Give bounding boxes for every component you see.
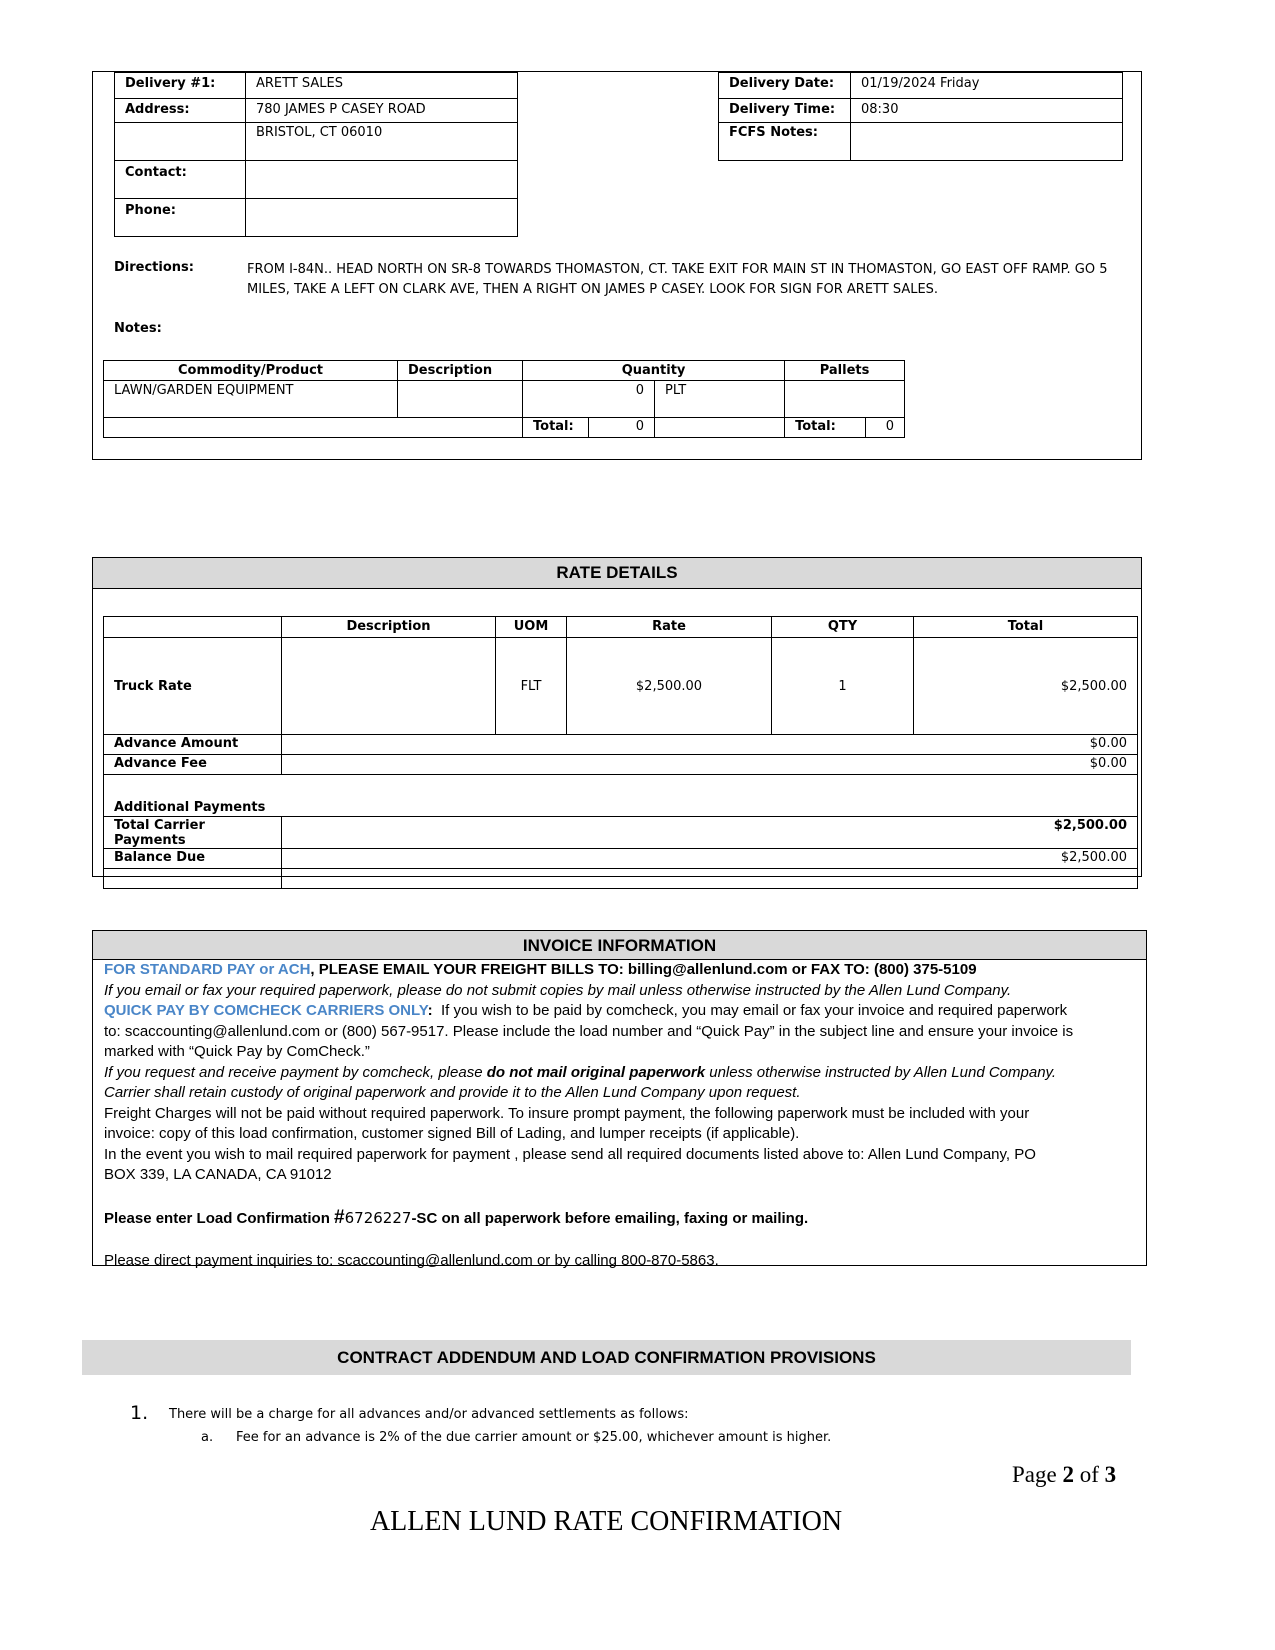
quick-pay-colon: : bbox=[427, 1002, 433, 1019]
commodity-pallets bbox=[785, 381, 905, 418]
rate-header-rate: Rate bbox=[567, 617, 772, 638]
invoice-line-11: BOX 339, LA CANADA, CA 91012 bbox=[104, 1166, 332, 1183]
fcfs-notes-value bbox=[851, 123, 1123, 161]
addendum-title: CONTRACT ADDENDUM AND LOAD CONFIRMATION PROVISIONS bbox=[82, 1340, 1131, 1375]
rate-header-description: Description bbox=[282, 617, 496, 638]
rate-header-uom: UOM bbox=[496, 617, 567, 638]
delivery-time-label: Delivery Time: bbox=[719, 99, 851, 123]
invoice-line-8: Freight Charges will not be paid without required paperwork. To insure prompt payment, the following paperwork must be included with your bbox=[104, 1104, 1030, 1122]
commodity-quantity: 0 bbox=[523, 381, 655, 418]
truck-rate-uom: FLT bbox=[496, 638, 567, 735]
contact-label: Contact: bbox=[115, 161, 246, 199]
commodity-total-blank bbox=[104, 418, 523, 438]
rate-footer-blank-left bbox=[104, 869, 282, 889]
truck-rate-rate: $2,500.00 bbox=[567, 638, 772, 735]
invoice-line-standard-pay bbox=[104, 960, 1134, 981]
address-line1: 780 JAMES P CASEY ROAD bbox=[246, 99, 518, 123]
address-label: Address: bbox=[115, 99, 246, 123]
load-prefix: Please enter Load Confirmation bbox=[104, 1209, 335, 1227]
standard-pay-label: FOR STANDARD PAY or ACH bbox=[104, 961, 311, 978]
quick-pay-label: QUICK PAY BY COMCHECK CARRIERS ONLY bbox=[104, 1002, 428, 1019]
advance-fee-label: Advance Fee bbox=[104, 755, 282, 775]
commodity-table bbox=[103, 360, 905, 438]
document-title: ALLEN LUND RATE CONFIRMATION bbox=[369, 1506, 843, 1537]
invoice-title: INVOICE INFORMATION bbox=[93, 931, 1146, 960]
quantity-total-label: Total: bbox=[523, 418, 589, 438]
advance-amount-value: $0.00 bbox=[282, 735, 1138, 755]
page-prefix: Page bbox=[1012, 1462, 1063, 1487]
balance-due-label: Balance Due bbox=[104, 849, 282, 869]
commodity-product: LAWN/GARDEN EQUIPMENT bbox=[104, 381, 398, 418]
advance-fee-value: $0.00 bbox=[282, 755, 1138, 775]
load-number: 6726227 bbox=[344, 1208, 412, 1227]
commodity-unit: PLT bbox=[655, 381, 785, 418]
addendum-item1a-text: Fee for an advance is 2% of the due carrier amount or $25.00, whichever amount is higher. bbox=[236, 1430, 832, 1445]
rate-footer-blank-right bbox=[282, 869, 1138, 889]
delivery-left-table bbox=[114, 72, 518, 237]
description-header: Description bbox=[398, 361, 523, 381]
truck-rate-row bbox=[104, 638, 1138, 735]
directions-line1: FROM I-84N.. HEAD NORTH ON SR-8 TOWARDS THOMASTON, CT. TAKE EXIT FOR MAIN ST IN THOMASTON, GO EAST OFF RAMP. GO 5 bbox=[247, 262, 1108, 277]
invoice-line-2: If you email or fax your required paperwork, please do not submit copies by mail unless otherwise instructed by the Allen Lund Company. bbox=[104, 981, 1012, 999]
balance-due-value: $2,500.00 bbox=[282, 849, 1138, 869]
fcfs-notes-label: FCFS Notes: bbox=[719, 123, 851, 161]
addendum-item1-text: There will be a charge for all advances and/or advanced settlements as follows: bbox=[169, 1407, 689, 1422]
delivery-consignee: ARETT SALES bbox=[246, 73, 518, 99]
directions-line2: MILES, TAKE A LEFT ON CLARK AVE, THEN A RIGHT ON JAMES P CASEY. LOOK FOR SIGN FOR ARETT SALES. bbox=[247, 282, 939, 297]
page-total: 3 bbox=[1104, 1462, 1117, 1487]
delivery-date-label: Delivery Date: bbox=[719, 73, 851, 99]
page-number bbox=[1012, 1462, 1116, 1488]
notes-label: Notes: bbox=[114, 321, 162, 336]
invoice-line-9: invoice: copy of this load confirmation, customer signed Bill of Lading, and lumper receipts (if applicable). bbox=[104, 1125, 800, 1142]
invoice-line-5: marked with “Quick Pay by ComCheck.” bbox=[104, 1043, 370, 1060]
payment-inquiries: Please direct payment inquiries to: scaccounting@allenlund.com or by calling 800-870-5863. bbox=[104, 1252, 719, 1269]
page-of: of bbox=[1073, 1462, 1105, 1487]
truck-rate-label: Truck Rate bbox=[104, 638, 282, 735]
rate-header-total: Total bbox=[914, 617, 1138, 638]
invoice-line-6a: If you request and receive payment by comcheck, please bbox=[104, 1063, 487, 1081]
quantity-header: Quantity bbox=[523, 361, 785, 381]
address-blank-label bbox=[115, 123, 246, 161]
address-line2: BRISTOL, CT 06010 bbox=[246, 123, 518, 161]
do-not-mail-text: do not mail original paperwork bbox=[486, 1063, 706, 1081]
pallets-header: Pallets bbox=[785, 361, 905, 381]
quick-pay-text: If you wish to be paid by comcheck, you may email or fax your invoice and required paperwork bbox=[441, 1002, 1068, 1019]
addendum-item1-number: 1. bbox=[130, 1402, 149, 1424]
addendum-item1a-letter: a. bbox=[201, 1430, 214, 1445]
total-carrier-label: Total Carrier Payments bbox=[104, 817, 282, 849]
delivery-right-table bbox=[718, 72, 1123, 161]
commodity-row bbox=[104, 381, 905, 418]
invoice-body bbox=[104, 960, 1134, 1272]
pallets-total-label: Total: bbox=[785, 418, 866, 438]
page-current: 2 bbox=[1062, 1462, 1074, 1487]
standard-pay-text: , PLEASE EMAIL YOUR FREIGHT BILLS TO: billing@allenlund.com or FAX TO: (800) 375-5109 bbox=[310, 961, 977, 978]
rate-header-blank bbox=[104, 617, 282, 638]
delivery-time-value: 08:30 bbox=[851, 99, 1123, 123]
directions-text bbox=[247, 260, 1107, 300]
total-carrier-value: $2,500.00 bbox=[282, 817, 1138, 849]
invoice-line-10: In the event you wish to mail required paperwork for payment , please send all required documents listed above to: Allen Lund Company, PO bbox=[104, 1145, 1036, 1163]
rate-details-title: RATE DETAILS bbox=[93, 558, 1141, 589]
phone-label: Phone: bbox=[115, 199, 246, 237]
delivery-label: Delivery #1: bbox=[115, 73, 246, 99]
quantity-total-value: 0 bbox=[589, 418, 655, 438]
invoice-line-6c: unless otherwise instructed by Allen Lund Company. bbox=[705, 1063, 1057, 1081]
load-confirmation-line bbox=[104, 1208, 1134, 1230]
pallets-total-value: 0 bbox=[866, 418, 905, 438]
truck-rate-qty: 1 bbox=[772, 638, 914, 735]
commodity-description bbox=[398, 381, 523, 418]
rate-table bbox=[103, 616, 1138, 889]
additional-payments-label: Additional Payments bbox=[104, 775, 1138, 817]
invoice-line-7: Carrier shall retain custody of original paperwork and provide it to the Allen Lund Company upon request. bbox=[104, 1084, 801, 1101]
load-suffix: -SC on all paperwork before emailing, faxing or mailing. bbox=[411, 1209, 809, 1227]
advance-amount-label: Advance Amount bbox=[104, 735, 282, 755]
phone-value bbox=[246, 199, 518, 237]
load-hash: # bbox=[334, 1206, 345, 1228]
quantity-unit-blank bbox=[655, 418, 785, 438]
invoice-line-6 bbox=[104, 1063, 1134, 1084]
truck-rate-total: $2,500.00 bbox=[914, 638, 1138, 735]
commodity-header: Commodity/Product bbox=[104, 361, 398, 381]
rate-header-qty: QTY bbox=[772, 617, 914, 638]
truck-rate-description bbox=[282, 638, 496, 735]
invoice-line-quick-pay bbox=[104, 1001, 1134, 1022]
invoice-line-4: to: scaccounting@allenlund.com or (800) 567-9517. Please include the load number and “Quick Pay” in the subject line and ensure your invoice is bbox=[104, 1022, 1074, 1040]
delivery-date-value: 01/19/2024 Friday bbox=[851, 73, 1123, 99]
directions-label: Directions: bbox=[114, 260, 194, 275]
contact-value bbox=[246, 161, 518, 199]
